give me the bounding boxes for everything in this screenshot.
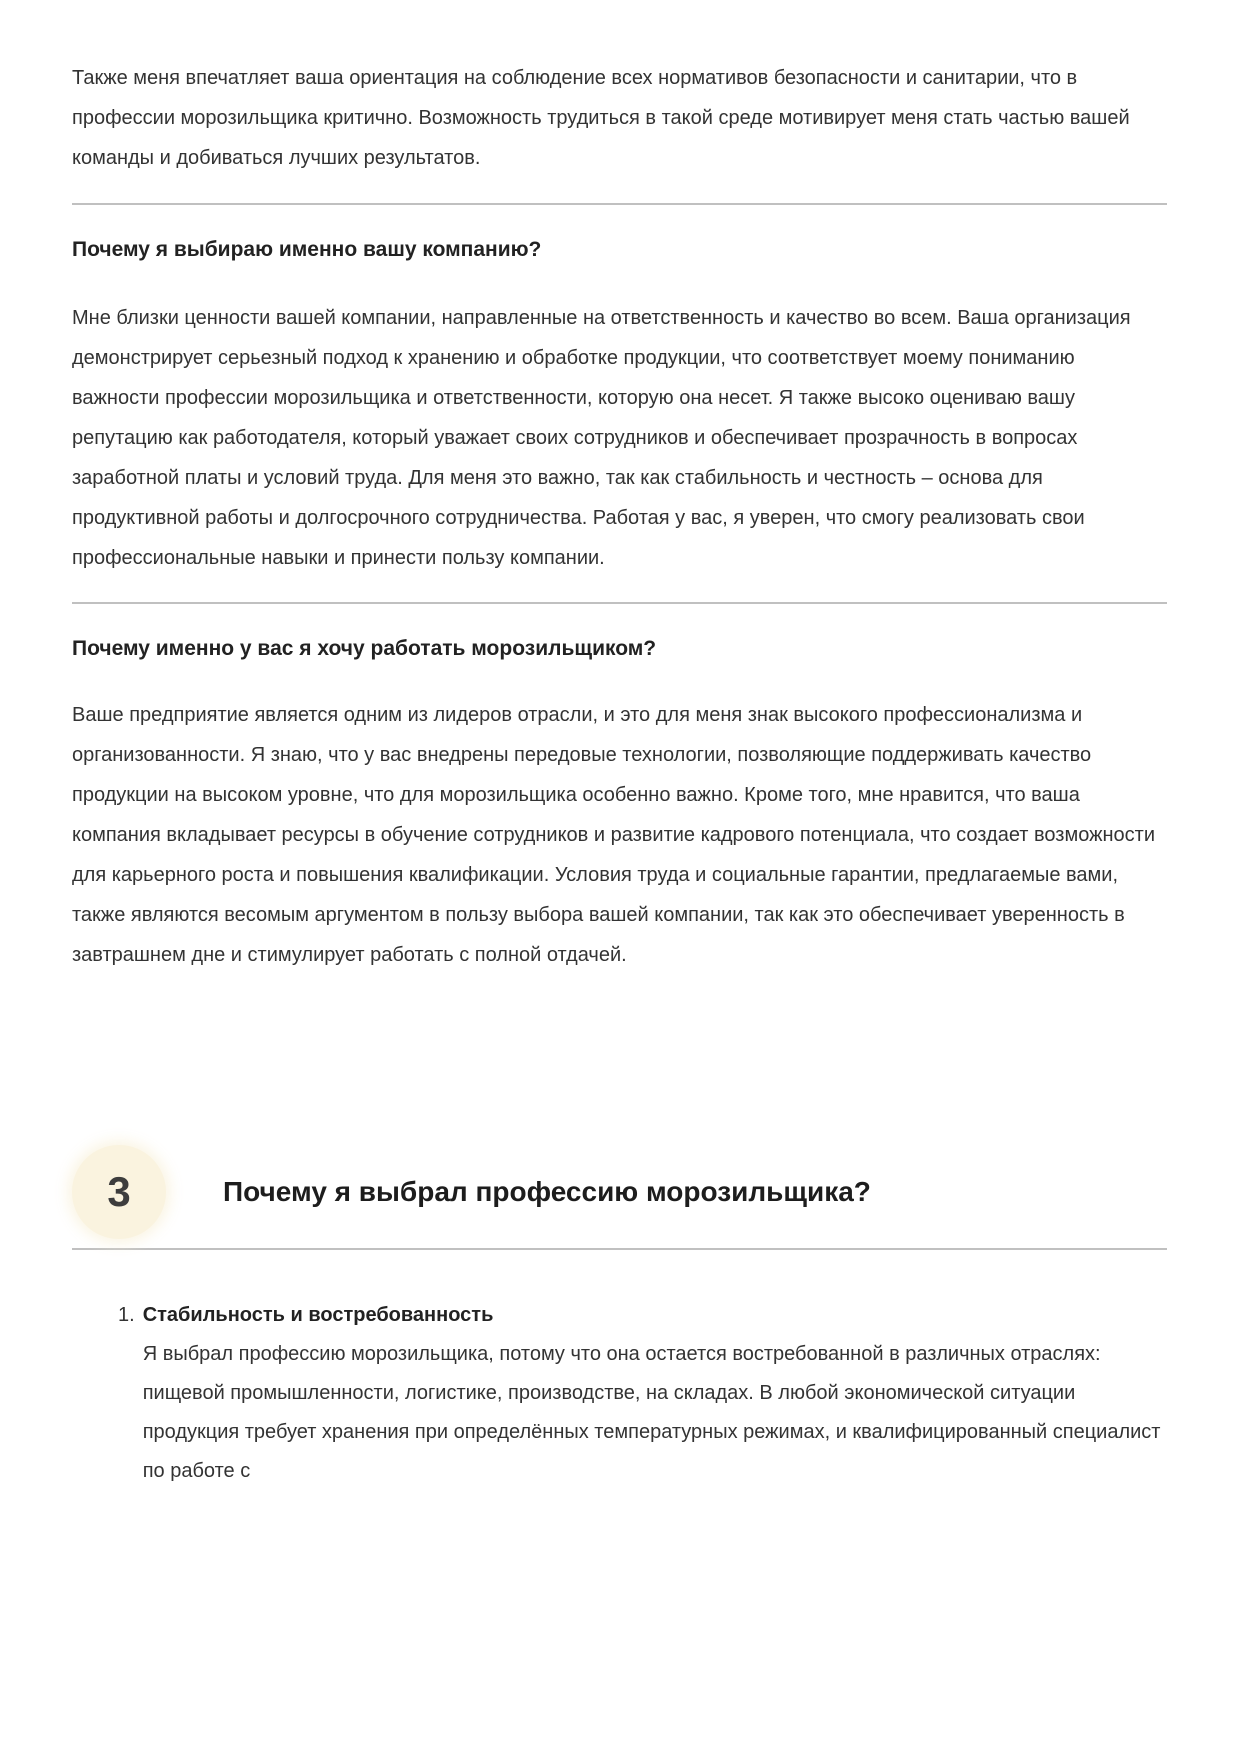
chapter-number-badge: 3 (72, 1145, 166, 1239)
list-item-number: 1. (118, 1304, 135, 1326)
list-item-content (143, 1295, 1167, 1491)
list-item-body: Я выбрал профессию морозильщика, потому что она остается востребованной в различных отраслях: пищевой промышленности, логистике, производстве, на складах. В любой экономической ситуации продукция требует хранения при определённых температурных режимах, и квалифицированный специалист по работе с (142, 1343, 1161, 1482)
chapter-header (72, 1145, 1167, 1239)
section-divider (72, 203, 1167, 205)
chapter-divider (72, 1248, 1167, 1250)
section-divider (72, 602, 1167, 604)
chapter-title: Почему я выбрал профессию морозильщика? (223, 1176, 871, 1207)
intro-paragraph: Также меня впечатляет ваша ориентация на соблюдение всех нормативов безопасности и санитарии, что в профессии морозильщика критично. Возможность трудиться в такой среде мотивирует меня стать частью вашей команды и добиваться лучших результатов. (72, 67, 1130, 169)
section-heading-why-freezer-job: Почему именно у вас я хочу работать морозильщиком? (72, 637, 657, 660)
section-heading-company-choice: Почему я выбираю именно вашу компанию? (72, 238, 542, 261)
section-body-why-freezer-job: Ваше предприятие является одним из лидеров отрасли, и это для меня знак высокого профессионализма и организованности. Я знаю, что у вас внедрены передовые технологии, позволяющие поддерживать качество продукции на высоком уровне, что для морозильщика особенно важно. Кроме того, мне нравится, что ваша компания вкладывает ресурсы в обучение сотрудников и развитие кадрового потенциала, что создает возможности для карьерного роста и повышения квалификации. Условия труда и социальные гарантии, предлагаемые вами, также являются весомым аргументом в пользу выбора вашей компании, так как это обеспечивает уверенность в завтрашнем дне и стимулирует работать с полной отдачей. (72, 704, 1155, 966)
numbered-list (72, 1295, 1167, 1491)
list-item-title: Стабильность и востребованность (142, 1304, 494, 1326)
list-item (72, 1295, 1167, 1491)
section-body-company-choice: Мне близки ценности вашей компании, направленные на ответственность и качество во всем. Ваша организация демонстрирует серьезный подход к хранению и обработке продукции, что соответствует моему пониманию важности профессии морозильщика и ответственности, которую она несет. Я также высоко оцениваю вашу репутацию как работодателя, который уважает своих сотрудников и обеспечивает прозрачность в вопросах заработной платы и условий труда. Для меня это важно, так как стабильность и честность – основа для продуктивной работы и долгосрочного сотрудничества. Работая у вас, я уверен, что смогу реализовать свои профессиональные навыки и принести пользу компании. (72, 307, 1131, 569)
